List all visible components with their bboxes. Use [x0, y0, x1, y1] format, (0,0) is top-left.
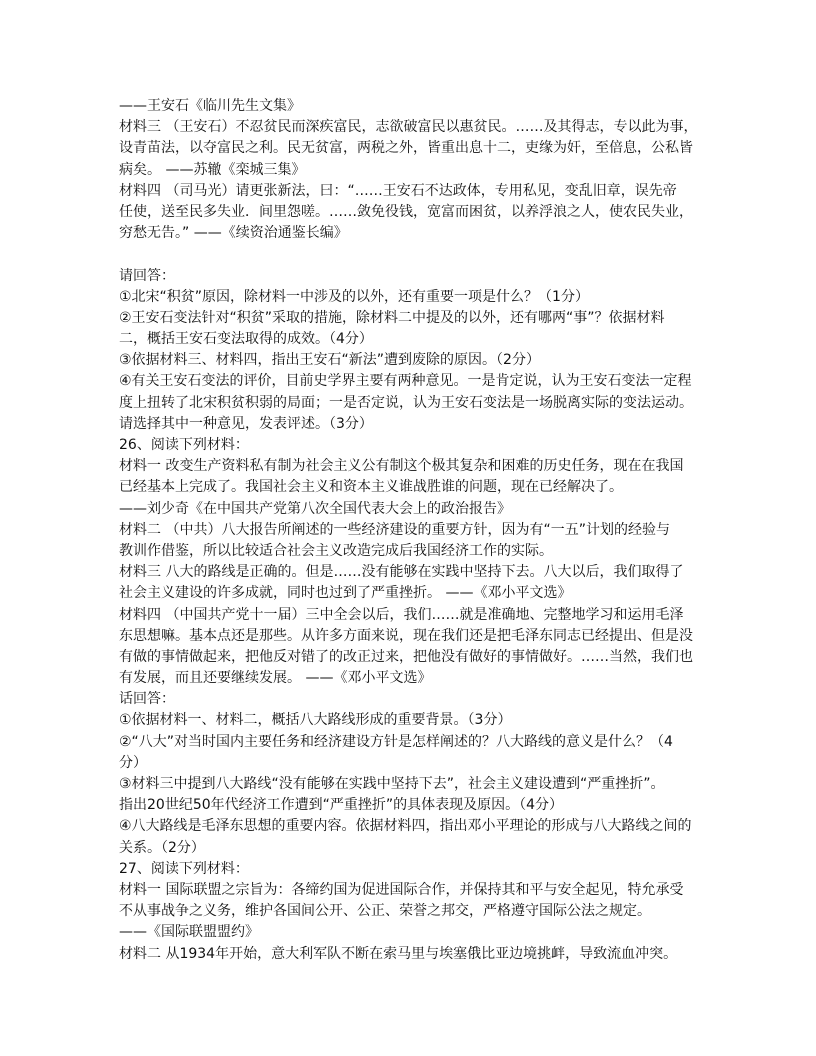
text-line: ③依据材料三、材料四，指出王安石“新法”遭到废除的原因。（2分） — [119, 352, 540, 369]
text-line: ④八大路线是毛泽东思想的重要内容。依据材料四，指出邓小平理论的形成与八大路线之间的 — [119, 818, 692, 835]
text-line: 任使，送至民多失业．间里怨嗟。……敛免役钱，宽富而困贫，以养浮浪之人，使农民失业， — [119, 203, 693, 220]
text-line: ——刘少奇《在中国共产党第八次全国代表大会上的政治报告》 — [119, 500, 511, 517]
text-line: 请选择其中一种意见，发表评述。（3分） — [119, 415, 373, 432]
text-line: 不从事战争之义务，维护各国间公开、公正、荣誉之邦交，严格遵守国际公法之规定。 — [119, 903, 651, 920]
text-line: 材料四 （司马光）请更张新法，曰：“……王安石不达政体，专用私见，变乱旧章，误先帝 — [119, 182, 677, 199]
text-line: 穷愁无告。” ——《续资治通鉴长编》 — [119, 225, 348, 242]
text-line: 教训作借鉴，所以比较适合社会主义改造完成后我国经济工作的实际。 — [119, 542, 553, 559]
text-line: ①北宋“积贫”原因，除材料一中涉及的以外，还有重要一项是什么？（1分） — [119, 288, 589, 305]
text-line: 材料三 （王安石）不忍贫民而深疾富民，志欲破富民以惠贫民。……及其得志，专以此为事， — [119, 119, 698, 136]
text-line: ④有关王安石变法的评价，目前史学界主要有两种意见。一是肯定说，认为王安石变法一定程 — [119, 373, 692, 390]
text-line: ③材料三中提到八大路线“没有能够在实践中坚持下去”，社会主义建设遭到“严重挫折”。 — [119, 776, 665, 792]
text-line: 材料一 国际联盟之宗旨为：各缔约国为促进国际合作，并保持其和平与安全起见，特允承受 — [119, 881, 684, 898]
text-line: 已经基本上完成了。我国社会主义和资本主义谁战胜谁的问题，现在已经解决了。 — [119, 479, 623, 496]
text-line: ——王安石《临川先生文集》 — [119, 98, 301, 114]
text-line: 设青苗法，以夺富民之利。民无贫富，两税之外，皆重出息十二，吏缘为奸，至倍息，公私皆 — [119, 140, 693, 157]
text-line: 27、阅读下列材料： — [119, 860, 249, 877]
text-line: 材料四 （中国共产党十一届）三中全会以后，我们……就是准确地、完整地学习和运用毛泽 — [119, 606, 684, 623]
text-line: 材料二 从1934年开始，意大利军队不断在索马里与埃塞俄比亚边境挑衅，导致流血冲突。 — [119, 945, 678, 962]
text-line: 材料二 （中共）八大报告所阐述的一些经济建设的重要方针，因为有“一五”计划的经验与 — [119, 521, 670, 538]
text-line: 社会主义建设的许多成就，同时也过到了严重挫折。 ——《邓小平文选》 — [119, 585, 572, 602]
text-line: 材料一 改变生产资料私有制为社会主义公有制这个极其复杂和困难的历史任务，现在在我国 — [119, 458, 684, 475]
text-line: 指出20世纪50年代经济工作遭到“严重挫折”的具体表现及原因。（4分） — [119, 797, 564, 814]
text-line: 有发展，而且还要继续发展。 ——《邓小平文选》 — [119, 670, 432, 687]
text-line: ②王安石变法针对“积贫”采取的措施，除材料二中提及的以外，还有哪两“事”？依据材料 — [119, 309, 665, 326]
text-line: ①依据材料一、材料二，概括八大路线形成的重要背景。（3分） — [119, 712, 512, 729]
document-body — [119, 96, 699, 965]
text-line: 有做的事情做起来，把他反对错了的改正过来，把他没有做好的事情做好。……当然，我们也 — [119, 648, 693, 665]
text-line: 二，概括王安石变法取得的成效。（4分） — [119, 331, 373, 348]
text-line: ——《国际联盟盟约》 — [119, 924, 259, 941]
text-line: 度上扭转了北宋积贫积弱的局面；一是否定说，认为王安石变法是一场脱离实际的变法运动。 — [119, 394, 693, 411]
text-line: 东思想嘛。基本点还是那些。从许多方面来说，现在我们还是把毛泽东同志已经提出、但是没 — [119, 627, 693, 644]
text-line: 关系。（2分） — [119, 839, 205, 856]
text-line: 请回答： — [119, 267, 175, 284]
text-line: 材料三 八大的路线是正确的。但是……没有能够在实践中坚持下去。八大以后，我们取得了 — [119, 564, 684, 581]
text-line: ②“八大”对当时国内主要任务和经济建设方针是怎样阐述的？八大路线的意义是什么？（4 — [119, 733, 673, 750]
text-line — [119, 244, 699, 265]
text-line: 话回答： — [119, 691, 175, 708]
text-line: 分） — [119, 754, 147, 771]
text-line: 病矣。 ——苏辙《栾城三集》 — [119, 161, 306, 178]
text-line: 26、阅读下列材料： — [119, 437, 249, 453]
